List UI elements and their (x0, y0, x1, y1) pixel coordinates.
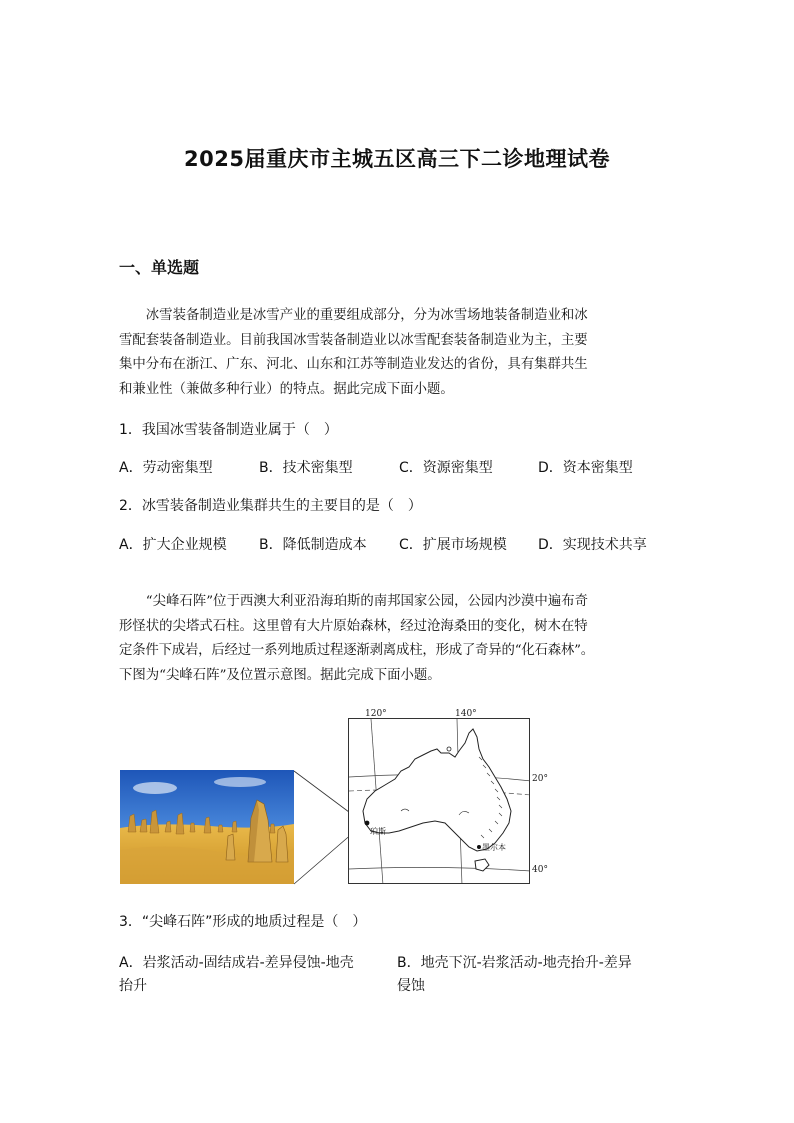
question-1-stem: 1．我国冰雪装备制造业属于（ ） (119, 422, 338, 438)
city-label-perth: 珀斯 (370, 827, 386, 836)
passage-line: 形怪状的尖塔式石柱。这里曾有大片原始森林，经过沧海桑田的变化，树木在特 (119, 618, 588, 634)
option-a[interactable]: A．扩大企业规模 (119, 537, 227, 553)
passage-line: “尖峰石阵”位于西澳大利亚沿海珀斯的南邦国家公园，公园内沙漠中遍布奇 (145, 594, 588, 609)
question-2-stem: 2．冰雪装备制造业集群共生的主要目的是（ ） (119, 498, 422, 514)
longitude-label-120: 120° (365, 709, 387, 719)
option-b[interactable]: B．技术密集型 (259, 460, 353, 476)
pinnacles-photo (120, 770, 294, 884)
australia-location-map (348, 718, 530, 884)
pinnacles-photo-image (120, 770, 294, 884)
option-a[interactable] (119, 952, 395, 998)
australia-map-drawing (349, 719, 530, 884)
reading-passage-2 (119, 590, 679, 688)
reading-passage-1 (119, 304, 679, 402)
passage-line: 冰雪装备制造业是冰雪产业的重要组成部分，分为冰雪场地装备制造业和冰 (145, 308, 588, 323)
latitude-label-20: 20° (532, 774, 548, 784)
passage-line: 和兼业性（兼做多种行业）的特点。据此完成下面小题。 (119, 381, 454, 397)
option-b-line: 侵蚀 (397, 978, 425, 994)
section-heading: 一、单选题 (119, 258, 200, 277)
longitude-label-140: 140° (455, 709, 477, 719)
option-d[interactable]: D．实现技术共享 (538, 537, 647, 553)
passage-line: 定条件下成岩，后经过一系列地质过程逐渐剥离成柱，形成了奇异的“化石森林”。 (119, 643, 594, 658)
passage-line: 雪配套装备制造业。目前我国冰雪装备制造业以冰雪配套装备制造业为主，主要 (119, 332, 588, 348)
city-label-melbourne: 墨尔本 (482, 843, 506, 852)
option-b[interactable] (397, 952, 673, 998)
option-d[interactable]: D．资本密集型 (538, 460, 633, 476)
option-a-line: 抬升 (119, 978, 147, 994)
option-b[interactable]: B．降低制造成本 (259, 537, 367, 553)
page-title: 2025届重庆市主城五区高三下二诊地理试卷 (184, 147, 610, 171)
passage-line: 集中分布在浙江、广东、河北、山东和江苏等制造业发达的省份，具有集群共生 (119, 357, 588, 372)
option-a[interactable]: A．劳动密集型 (119, 460, 213, 476)
latitude-label-40: 40° (532, 865, 548, 875)
passage-line: 下图为“尖峰石阵”及位置示意图。据此完成下面小题。 (119, 667, 441, 683)
option-c[interactable]: C．资源密集型 (399, 460, 493, 476)
question-2-options (119, 535, 647, 555)
question-3-stem: 3．“尖峰石阵”形成的地质过程是（ ） (119, 914, 367, 930)
option-b-line: B．地壳下沉-岩浆活动-地壳抬升-差异 (397, 955, 632, 971)
option-c[interactable]: C．扩展市场规模 (399, 537, 507, 553)
question-1-options (119, 458, 633, 478)
option-a-line: A．岩浆活动-固结成岩-差异侵蚀-地壳 (119, 955, 354, 971)
